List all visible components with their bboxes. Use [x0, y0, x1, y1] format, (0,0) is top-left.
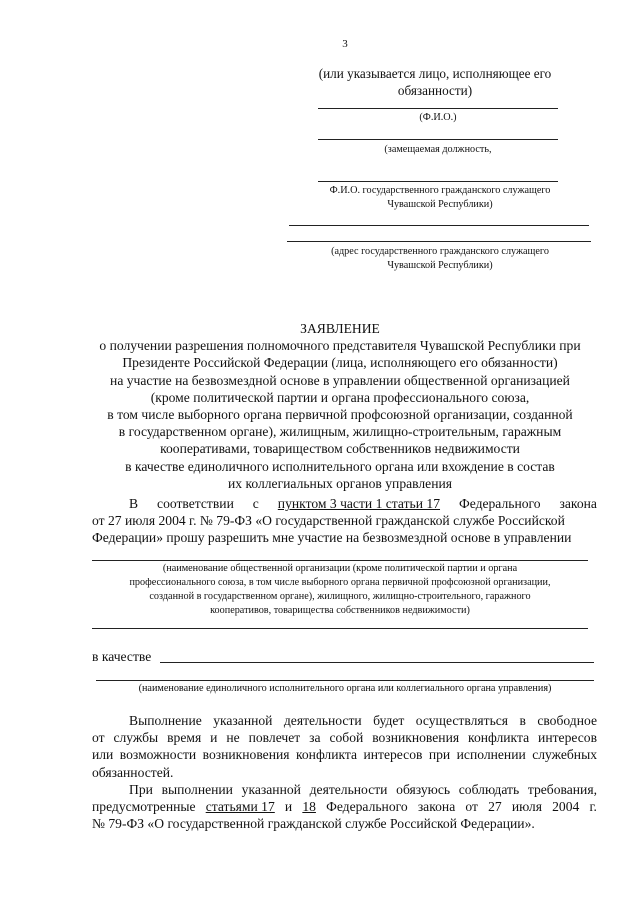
article-17-link[interactable]: статьями 17 [205, 799, 275, 815]
word: г. [589, 799, 597, 815]
title-line: в том числе выборного органа первичной профсоюзной организации, созданной [107, 407, 573, 423]
paragraph-2-line-4: обязанностей. [92, 764, 174, 780]
role-field-line[interactable] [160, 662, 594, 663]
document-heading: ЗАЯВЛЕНИЕ [300, 321, 380, 336]
position-field-line[interactable] [318, 139, 558, 140]
word: закона [559, 496, 597, 511]
role-caption: (наименование единоличного исполнительного органа или коллегиального органа управления) [138, 683, 552, 694]
paragraph-2-line-3: или возможности возникновения конфликта интересов при исполнении служебных [92, 747, 597, 763]
word: закона [417, 799, 456, 815]
paragraph-3 [92, 781, 597, 833]
address-field-line-1[interactable] [289, 225, 589, 226]
paragraph-3-line-2 [92, 798, 597, 815]
organization-caption-line2: профессионального союза, в том числе выборного органа первичной профсоюзной организации, [129, 577, 551, 588]
organization-caption-line1: (наименование общественной организации (кроме политической партии и органа [162, 563, 518, 574]
article-18-link[interactable]: 18 [302, 799, 316, 815]
address-caption-line1: (адрес государственного гражданского служащего [331, 246, 549, 257]
paragraph-1-line-2: от 27 июля 2004 г. № 79-ФЗ «О государственной гражданской службе Российской [92, 513, 565, 528]
word: и [284, 799, 293, 815]
employee-fio-caption-line1: Ф.И.О. государственного гражданского служащего [329, 185, 551, 196]
role-label: в качестве [92, 649, 152, 664]
organization-caption-line3: созданной в государственном органе), жилищного, жилищно-строительного, гаражного [149, 591, 531, 602]
organization-field-line-1[interactable] [92, 560, 588, 561]
word: Федерального [326, 799, 408, 815]
deputy-note-line2: обязанности) [397, 83, 473, 98]
fio-field-line[interactable] [318, 108, 558, 109]
address-field-line-2[interactable] [287, 241, 591, 242]
title-line: в государственном органе), жилищным, жилищно-строительным, гаражным [118, 424, 562, 440]
law-reference-link[interactable]: пунктом 3 части 1 статьи 17 [277, 496, 441, 511]
title-line: их коллегиальных органов управления [227, 475, 453, 491]
role-field-line-2[interactable] [96, 680, 594, 681]
deputy-note-line1: (или указывается лицо, исполняющее его [318, 66, 552, 81]
paragraph-3-line-3: № 79-ФЗ «О государственной гражданской службе Российской Федерации». [92, 816, 535, 832]
title-line: о получении разрешения полномочного представителя Чувашской Республики при [99, 338, 581, 354]
title-line: на участие на безвозмездной основе в управлении общественной организацией [110, 372, 570, 388]
employee-fio-field-line[interactable] [318, 181, 558, 182]
paragraph-1-line-3: Федерации» прошу разрешить мне участие на безвозмездной основе в управлении [92, 530, 572, 545]
title-line: (кроме политической партии и органа профессионального союза, [150, 389, 530, 405]
fio-caption: (Ф.И.О.) [419, 112, 457, 123]
word: Федерального [458, 496, 541, 511]
paragraph-2 [92, 712, 597, 781]
position-caption: (замещаемая должность, [384, 144, 492, 155]
title-line: Президенте Российской Федерации (лица, исполняющего его обязанности) [122, 355, 558, 371]
word: предусмотренные [92, 799, 196, 815]
word: от [465, 799, 478, 815]
paragraph-3-line-1: При выполнении указанной деятельности обязуюсь соблюдать требования, [129, 782, 597, 797]
paragraph-1-line-1 [92, 495, 597, 512]
word: с [252, 496, 259, 511]
word: 27 [488, 799, 502, 815]
title-block [60, 320, 620, 492]
word: В [129, 496, 139, 511]
organization-caption-line4: кооперативов, товарищества собственников недвижимости) [210, 605, 470, 616]
word: июля [511, 799, 542, 815]
paragraph-2-line-1: Выполнение указанной деятельности будет осуществляться в свободное [129, 713, 597, 728]
word: соответствии [157, 496, 234, 511]
organization-field-line-2[interactable] [92, 628, 588, 629]
title-line: кооперативами, товариществом собственников недвижимости [160, 441, 520, 457]
address-caption-line2: Чувашской Республики) [387, 260, 493, 271]
title-line: в качестве единоличного исполнительного органа или вхождение в состав [125, 458, 555, 474]
paragraph-2-line-2: от службы время и не повлечет за собой возникновения конфликта интересов [92, 730, 597, 746]
page-number: 3 [342, 38, 348, 50]
employee-fio-caption-line2: Чувашской Республики) [387, 199, 493, 210]
word: 2004 [552, 799, 580, 815]
